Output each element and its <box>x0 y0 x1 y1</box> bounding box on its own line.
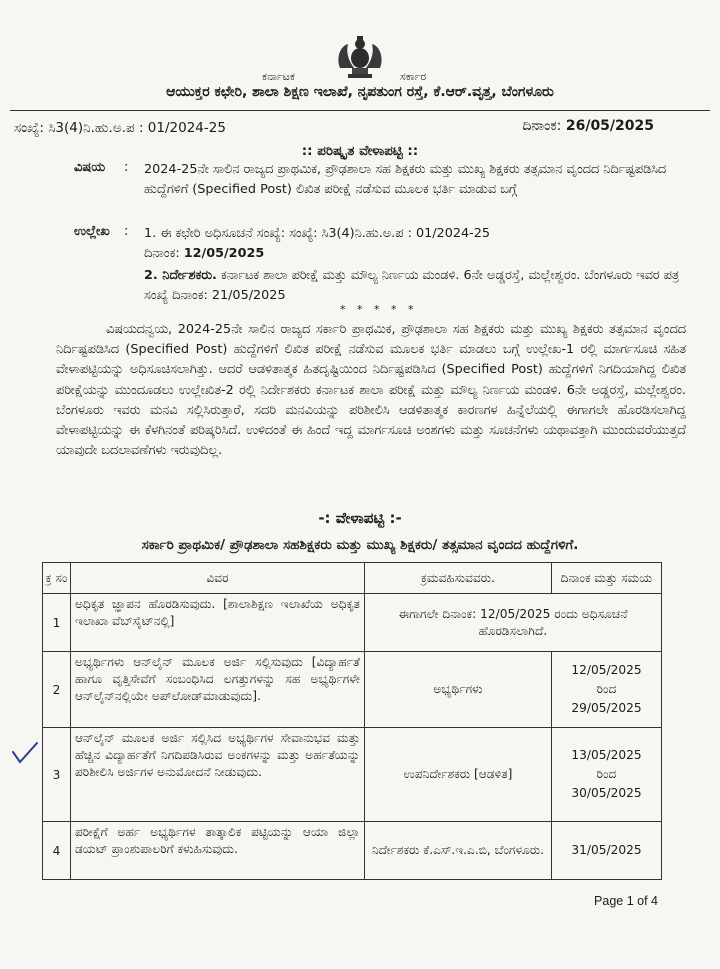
row-number: 3 <box>43 728 71 822</box>
page-number: Page 1 of 4 <box>594 894 658 908</box>
row-detail: ಆನ್‌ಲೈನ್ ಮೂಲಕ ಅರ್ಜಿ ಸಲ್ಲಿಸಿದ ಅಭ್ಯರ್ಥಿಗಳ ಸೇವಾನುಭವ ಮತ್ತು ಹೆಚ್ಚಿನ ವಿದ್ಯಾರ್ಹತೆಗೆ ನಿಗದಿಪಡಿಸಿರುವ ಅಂಕಗಳನ್ನು ಮತ್ತು ಅರ್ಹತೆಯನ್ನು ಪರಿಶೀಲಿಸಿ ಅರ್ಜಿಗಳ ಅನುಮೋದನೆ ನೀಡುವುದು. <box>71 728 365 822</box>
reference-number: ಸಂಖ್ಯೆ: ಸಿ3(4)ನಿ.ಹು.ಅ.ಪ : 01/2024-25 <box>14 120 226 136</box>
reference-item-2 <box>144 266 684 306</box>
date-label: ದಿನಾಂಕ: <box>522 118 562 134</box>
reference-item-2-text: ಕರ್ನಾಟಕ ಶಾಲಾ ಪರೀಕ್ಷೆ ಮತ್ತು ಮೌಲ್ಯ ನಿರ್ಣಯ ಮಂಡಳಿ. 6ನೇ ಅಡ್ಡರಸ್ತೆ, ಮಲ್ಲೇಶ್ವರಂ. ಬೆಂಗಳೂರು ಇವರ ಪತ್ರ ಸಂಖ್ಯೆ ದಿನಾಂಕ: 21/05/2025 <box>144 268 680 303</box>
row-date-to: 30/05/2025 <box>571 786 642 800</box>
govt-right-word: ಸರ್ಕಾರ <box>400 70 427 83</box>
document-title: :: ಪರಿಷ್ಕೃತ ವೇಳಾಪಟ್ಟಿ :: <box>301 143 419 159</box>
subject-label: ವಿಷಯ <box>74 160 106 175</box>
row-responsible: ನಿರ್ದೇಶಕರು ಕೆ.ಎಸ್.ಇ.ಎ.ಬಿ, ಬೆಂಗಳೂರು. <box>365 822 552 880</box>
table-header-row <box>43 563 662 594</box>
reference-item-1-text: 1. ಈ ಕಛೇರಿ ಅಧಿಸೂಚನೆ ಸಂಖ್ಯೆ: ಸಂಖ್ಯೆ: ಸಿ3(4)ನಿ.ಹು.ಅ.ಪ : 01/2024-25 <box>144 226 491 241</box>
reference-item-1 <box>144 224 684 264</box>
date-value: 26/05/2025 <box>565 118 654 134</box>
office-address: ಆಯುಕ್ತರ ಕಛೇರಿ, ಶಾಲಾ ಶಿಕ್ಷಣ ಇಲಾಖೆ, ನೃಪತುಂಗ ರಸ್ತೆ, ಕೆ.ಆರ್.ವೃತ್ತ, ಬೆಂಗಳೂರು <box>166 84 554 100</box>
row-date-mid: ರಿಂದ <box>596 767 617 781</box>
row-date-from: 12/05/2025 <box>571 663 642 677</box>
reference-label: ಉಲ್ಲೇಖ <box>74 224 110 239</box>
separator-stars: * * * * * <box>340 303 418 316</box>
row-date-range <box>552 652 662 728</box>
reference-item-2-lead: 2. ನಿರ್ದೇಶಕರು. <box>144 268 217 283</box>
row-responsible: ಉಪನಿರ್ದೇಶಕರು [ಆಡಳಿತ] <box>365 728 552 822</box>
table-heading: ಸರ್ಕಾರಿ ಪ್ರಾಥಮಿಕ/ ಪ್ರೌಢಶಾಲಾ ಸಹಶಿಕ್ಷಕರು ಮತ್ತು ಮುಖ್ಯ ಶಿಕ್ಷಕರು/ ತತ್ಸಮಾನ ವೃಂದದ ಹುದ್ದೆಗಳಿಗೆ. <box>141 537 579 553</box>
table-row <box>43 822 662 880</box>
reference-item-1-date-label: ದಿನಾಂಕ: <box>144 246 180 261</box>
row-number: 4 <box>43 822 71 880</box>
row-responsible: ಅಭ್ಯರ್ಥಿಗಳು <box>365 652 552 728</box>
row-date-to: 29/05/2025 <box>571 701 642 715</box>
table-row <box>43 728 662 822</box>
col-responsible: ಕ್ರಮವಹಿಸುವವರು. <box>365 563 552 594</box>
govt-left-word: ಕರ್ನಾಟಕ <box>262 70 295 83</box>
col-date-time: ದಿನಾಂಕ ಮತ್ತು ಸಮಯ <box>552 563 662 594</box>
subject-colon: : <box>124 160 129 175</box>
row-date-mid: ರಿಂದ <box>596 682 617 696</box>
schedule-table <box>42 562 662 880</box>
row-merged-note: ಈಗಾಗಲೇ ದಿನಾಂಕ: 12/05/2025 ರಂದು ಅಧಿಸೂಚನೆ ಹೊರಡಿಸಲಾಗಿದೆ. <box>365 594 662 652</box>
col-serial: ಕ್ರ ಸಂ <box>43 563 71 594</box>
state-emblem-icon <box>332 34 388 82</box>
row-number: 1 <box>43 594 71 652</box>
reference-colon: : <box>124 224 129 239</box>
row-date-range <box>552 728 662 822</box>
row-date-from: 13/05/2025 <box>571 748 642 762</box>
row-detail: ಪರೀಕ್ಷೆಗೆ ಅರ್ಹ ಅಭ್ಯರ್ಥಿಗಳ ತಾತ್ಕಾಲಿಕ ಪಟ್ಟಿಯನ್ನು ಆಯಾ ಜಿಲ್ಲಾ ಡಯಟ್ ಪ್ರಾಂಶುಪಾಲರಿಗೆ ಕಳುಹಿಸುವುದು. <box>71 822 365 880</box>
row-detail: ಅಭ್ಯರ್ಥಿಗಳು ಆನ್‌ಲೈನ್ ಮೂಲಕ ಅರ್ಜಿ ಸಲ್ಲಿಸುವುದು [ವಿದ್ಯಾರ್ಹತೆ ಹಾಗೂ ವೃತ್ತಿಸೇವೆಗೆ ಸಂಬಂಧಿಸಿದ ಲಗತ್ತುಗಳನ್ನು ಸಹ ಅಭ್ಯರ್ಥಿಗಳೇ ಆನ್‌ಲೈನ್‌ನಲ್ಲಿಯೇ ಅಪ್‌ಲೋಡ್‌ಮಾಡುವುದು]. <box>71 652 365 728</box>
header-rule <box>10 110 710 111</box>
table-row <box>43 594 662 652</box>
reference-item-1-date: 12/05/2025 <box>183 246 265 261</box>
body-paragraph: ವಿಷಯದನ್ವಯ, 2024-25ನೇ ಸಾಲಿನ ರಾಜ್ಯದ ಸರ್ಕಾರಿ ಪ್ರಾಥಮಿಕ, ಪ್ರೌಢಶಾಲಾ ಸಹ ಶಿಕ್ಷಕರು ಮತ್ತು ಮುಖ್ಯ ಶಿಕ್ಷಕರು ತತ್ಸಮಾನ ವೃಂದದ ನಿರ್ದಿಷ್ಟಪಡಿಸಿದ (Specified Post) ಹುದ್ದೆಗಳಿಗೆ ಲಿಖಿತ ಪರೀಕ್ಷೆ ನಡೆಸುವ ಮೂಲಕ ಭರ್ತಿ ಮಾಡಲು ಬಗ್ಗೆ ಉಲ್ಲೇಖ-1 ರಲ್ಲಿ ಮಾರ್ಗಸೂಚಿ ಸಹಿತ ವೇಳಾಪಟ್ಟಿಯನ್ನು ಅಧಿಸೂಚಿಸಲಾಗಿತ್ತು. ಆದರೆ ಆಡಳಿತಾತ್ಮಕ ಹಿತದೃಷ್ಟಿಯಿಂದ ನಿರ್ದಿಷ್ಟಪಡಿಸಿದ (Specified Post) ಹುದ್ದೆಗಳಿಗೆ ನಿಗದಿಯಾಗಿದ್ದ ಲಿಖಿತ ಪರೀಕ್ಷೆಯನ್ನು ಮುಂದೂಡಲು ಉಲ್ಲೇಖಿತ-2 ರಲ್ಲಿ ನಿರ್ದೇಶಕರು ಕರ್ನಾಟಕ ಶಾಲಾ ಪರೀಕ್ಷೆ ಮತ್ತು ಮೌಲ್ಯ ನಿರ್ಣಯ ಮಂಡಳಿ. 6ನೇ ಅಡ್ಡರಸ್ತೆ, ಮಲ್ಲೇಶ್ವರಂ. ಬೆಂಗಳೂರು ಇವರು ಮನವಿ ಸಲ್ಲಿಸಿರುತ್ತಾರೆ, ಸದರಿ ಮನವಿಯನ್ನು ಪರಿಶೀಲಿಸಿ ಆಡಳಿತಾತ್ಮಕ ಕಾರಣಗಳ ಹಿನ್ನೆಲೆಯಲ್ಲಿ ಈಗಾಗಲೇ ಹೊರಡಿಸಲಾಗಿದ್ದ ವೇಳಾಪಟ್ಟಿಯನ್ನು ಈ ಕೆಳಗಿನಂತೆ ಪರಿಷ್ಕರಿಸಿದೆ. ಉಳಿದಂತೆ ಈ ಹಿಂದೆ ಇದ್ದ ಮಾರ್ಗಸೂಚಿ ಅಂಶಗಳು ಮತ್ತು ಸೂಚನೆಗಳು ಯಥಾವತ್ತಾಗಿ ಮುಂದುವರೆಯುತ್ತದೆ ಯಾವುದೇ ಬದಲಾವಣೆಗಳು ಇರುವುದಿಲ್ಲ. <box>56 322 686 459</box>
schedule-heading: -: ವೇಳಾಪಟ್ಟಿ :- <box>318 509 402 527</box>
subject-text: 2024-25ನೇ ಸಾಲಿನ ರಾಜ್ಯದ ಪ್ರಾಥಮಿಕ, ಪ್ರೌಢಶಾಲಾ ಸಹ ಶಿಕ್ಷಕರು ಮತ್ತು ಮುಖ್ಯ ಶಿಕ್ಷಕರು ತತ್ಸಮಾನ ವೃಂದದ ನಿರ್ದಿಷ್ಟಪಡಿಸಿದ ಹುದ್ದೆಗಳಿಗೆ (Specified Post) ಲಿಖಿತ ಪರೀಕ್ಷೆ ನಡೆಸುವ ಮೂಲಕ ಭರ್ತಿ ಮಾಡುವ ಬಗ್ಗೆ <box>144 162 667 197</box>
row-detail: ಅಧಿಕೃತ ಜ್ಞಾಪನ ಹೊರಡಿಸುವುದು. [ಶಾಲಾಶಿಕ್ಷಣ ಇಲಾಖೆಯ ಅಧಿಕೃತ ಇಲಾಖಾ ವೆಬ್‌ಸೈಟ್‌ನಲ್ಲಿ] <box>71 594 365 652</box>
table-row <box>43 652 662 728</box>
document-date <box>522 118 654 134</box>
row-number: 2 <box>43 652 71 728</box>
pen-tick-mark-icon <box>10 740 40 766</box>
col-detail: ವಿವರ <box>71 563 365 594</box>
row-date: 31/05/2025 <box>552 822 662 880</box>
